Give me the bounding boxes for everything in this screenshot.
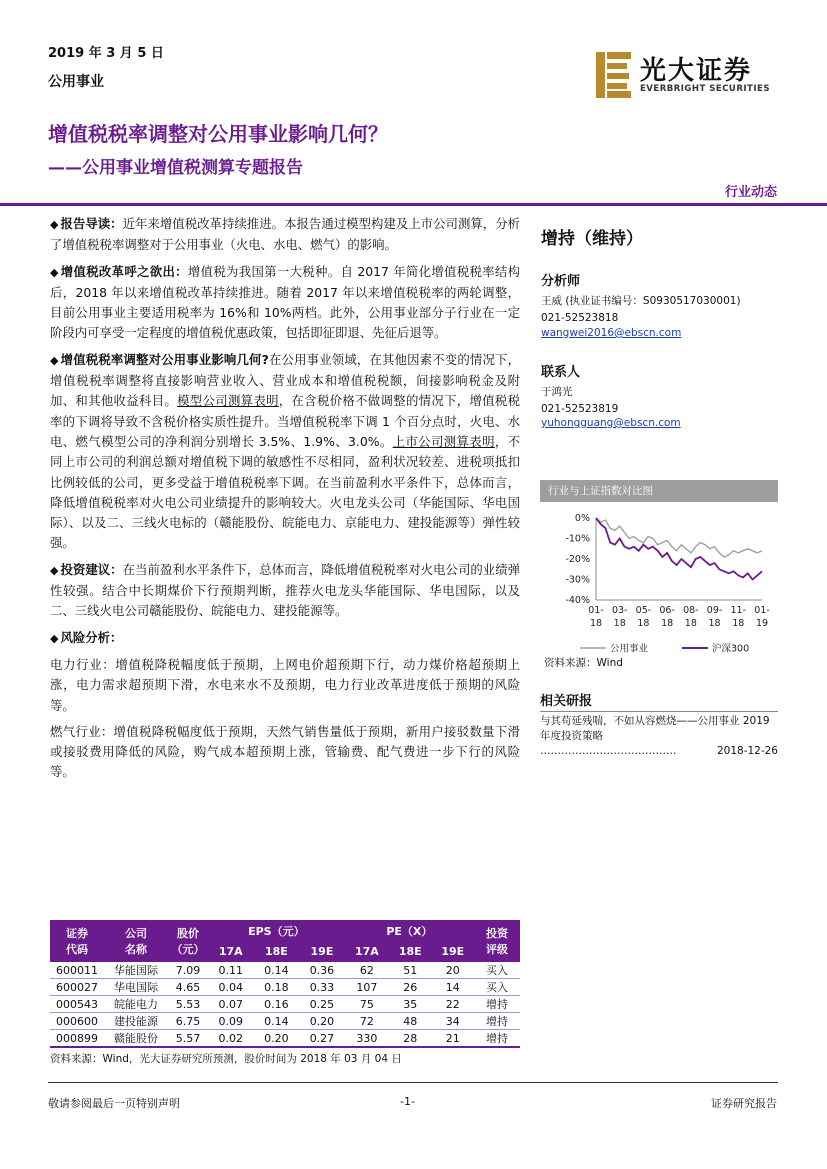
header-divider: [0, 203, 827, 206]
contact-phone: 021-52523819: [541, 403, 619, 415]
legend-label: 沪深300: [712, 643, 750, 655]
analyst-phone: 021-52523818: [541, 312, 619, 324]
table-header-row: [50, 920, 520, 941]
legend-label: 公用事业: [610, 643, 649, 655]
contact-heading: 联系人: [541, 365, 581, 380]
y-tick-label: -30%: [565, 574, 590, 586]
paragraph-impact: ◆ 增值税税率调整对公用事业影响几何?在公用事业领域，在其他因素不变的情况下，增值税税率调整将直接影响营业收入、营业成本和增值税税额，间接影响税金及附加、和其他收益科目。模型公司测算表明，在含税价格不做调整的情况下，增值税税率的下调将导致不含税价格实质性提升。当增值税税率下调 1 个百分点时，火电、水电、燃气模型公司的净利润分别增长 3.5%、1.9%、3.0%。上市公司测算表明，不同上市公司的利润总额对增值税下调的敏感性不尽相同，盈利状况较差、进税项抵扣比例较低的公司，更多受益于增值税税率下调。在当前盈利水平条件下，总体而言，降低增值税税率对火电公司业绩提升的影响较大。火电龙头公司（华能国际、华电国际）、以及二、三线火电标的（赣能股份、皖能电力、京能电力、建投能源等）弹性较强。: [50, 351, 521, 551]
paragraph-risk-gas: 燃气行业：增值税降税幅度低于预期，天然气销售量低于预期，新用户接驳数量下滑或接驳费用降低的风险，购气成本超预期上涨，管输费、配气费进一步下行的风险等。: [50, 723, 520, 780]
x-tick-label: 01-: [754, 605, 770, 616]
related-research: [540, 690, 778, 759]
diamond-bullet-icon: ◆: [50, 563, 59, 577]
sector-label: 公用事业: [48, 74, 104, 90]
x-tick-label: 11-: [730, 605, 747, 616]
x-tick-label: 18: [613, 618, 626, 629]
header-rating: 投资 评级: [474, 920, 520, 962]
table-row: 000899 赣能股份 5.57 0.02 0.20 0.27 330 28 21 增持: [50, 1030, 520, 1048]
x-tick-label: 18: [684, 618, 697, 629]
x-tick-label: 09-: [706, 605, 723, 616]
contact-email-link[interactable]: yuhongguang@ebscn.com: [541, 417, 681, 429]
y-tick-label: -40%: [565, 595, 590, 606]
footer-disclaimer: 敬请参阅最后一页特别声明: [48, 1097, 180, 1110]
y-tick-label: -20%: [565, 554, 590, 565]
investment-rating: 增持（维持）: [541, 229, 643, 249]
paragraph-vat-reform: ◆ 增值税改革呼之欲出：增值税为我国第一大税种。自 2017 年简化增值税税率结构后，2018 年以来增值税改革持续推进。随着 2017 年以来增值税税率的两轮调整，目前公用事业主要适用税率为 16%和 10%两档。此外，公用事业部分子行业在一定阶段内可享受一定程度的增值税优惠政策，包括即征即退、先征后退等。: [50, 263, 520, 341]
table-row: 600027 华电国际 4.65 0.04 0.18 0.33 107 26 14 买入: [50, 979, 520, 996]
x-tick-label: 19: [755, 618, 769, 629]
x-tick-label: 18: [708, 618, 721, 629]
chart-source: 资料来源：Wind: [544, 657, 623, 669]
header-price: 股价 （元）: [168, 920, 208, 962]
y-tick-label: -10%: [565, 533, 590, 545]
related-report-link[interactable]: 与其苟延残喘，不如从容燃烧——公用事业 2019 年度投资策略: [540, 715, 770, 742]
footer-report-type: 证券研究报告: [711, 1097, 777, 1110]
x-tick-label: 03-: [611, 605, 628, 616]
diamond-bullet-icon: ◆: [50, 265, 59, 279]
contact-name: 于鸿光: [541, 386, 573, 398]
table-row: 600011 华能国际 7.09 0.11 0.14 0.36 62 51 20 买入: [50, 962, 520, 979]
report-date: 2019 年 3 月 5 日: [48, 46, 164, 61]
x-tick-label: 18: [661, 618, 674, 629]
x-tick-label: 01-: [588, 605, 604, 616]
report-subtitle: ——公用事业增值税测算专题报告: [48, 158, 303, 178]
logo-english-name: EVERBRIGHT SECURITIES: [640, 84, 770, 94]
header-company: 公司 名称: [104, 920, 168, 962]
everbright-logo-icon: [594, 50, 634, 100]
related-date: 2018-12-26: [716, 745, 778, 757]
valuation-table-section: [50, 920, 520, 1066]
report-body: [50, 214, 520, 789]
x-tick-label: 06-: [659, 605, 675, 616]
analyst-name: 王威 (执业证书编号：S0930517030001): [541, 295, 741, 307]
table-subheader-row: 17A 18E 19E 17A 18E 19E: [50, 941, 520, 962]
document-type-label: 行业动态: [724, 185, 777, 200]
report-title: 增值税税率调整对公用事业影响几何？: [48, 122, 388, 146]
y-tick-label: 0%: [574, 513, 590, 524]
logo-chinese-name: 光大证券: [640, 56, 753, 86]
header-pe: PE（X）: [345, 920, 474, 941]
x-tick-label: 05-: [635, 605, 652, 616]
table-row: 000543 皖能电力 5.53 0.07 0.16 0.25 75 35 22 增持: [50, 996, 520, 1013]
company-logo: [594, 50, 774, 100]
valuation-table: [50, 920, 520, 1048]
chart-title: 行业与上证指数对比图: [540, 480, 778, 502]
x-tick-label: 18: [637, 618, 650, 629]
diamond-bullet-icon: ◆: [50, 353, 59, 367]
paragraph-investment-advice: ◆ 投资建议：在当前盈利水平条件下，总体而言，降低增值税税率对火电公司的业绩弹性较强。结合中长期煤价下行预期判断，推荐火电龙头华能国际、华电国际，以及二、三线火电公司赣能股份、皖能电力、建投能源等。: [50, 561, 521, 619]
page-number: -1-: [400, 1095, 415, 1108]
x-tick-label: 18: [589, 618, 603, 629]
analyst-heading: 分析师: [541, 274, 581, 289]
chart-plot: [540, 502, 778, 680]
index-comparison-chart: [540, 480, 778, 680]
series-line-utilities: [596, 518, 762, 557]
diamond-bullet-icon: ◆: [50, 218, 59, 231]
paragraph-intro: ◆ 报告导读：近年来增值税改革持续推进。本报告通过模型构建及上市公司测算，分析了增值税税率调整对于公用事业（火电、水电、燃气）的影响。: [50, 216, 521, 253]
header-eps: EPS（元）: [208, 920, 345, 941]
analyst-email-link[interactable]: wangwei2016@ebscn.com: [541, 327, 682, 339]
paragraph-risk-power: 电力行业：增值税降税幅度低于预期，上网电价超预期下行，动力煤价格超预期上涨，电力需求超预期下滑，水电来水不及预期，电力行业改革进度低于预期的风险等。: [50, 656, 520, 713]
table-row: 000600 建投能源 6.75 0.09 0.14 0.20 72 48 34 增持: [50, 1013, 520, 1030]
table-source: 资料来源：Wind，光大证券研究所预测，股价时间为 2018 年 03 月 04 日: [50, 1053, 402, 1065]
related-dots: …………………………………: [540, 745, 677, 757]
x-tick-label: 08-: [683, 605, 699, 616]
header-code: 证券 代码: [50, 920, 104, 962]
related-heading: 相关研报: [540, 694, 593, 709]
diamond-bullet-icon: ◆: [50, 631, 59, 645]
x-tick-label: 18: [732, 618, 745, 629]
paragraph-risk-head: ◆ 风险分析：: [50, 629, 123, 645]
footer-divider: [48, 1082, 778, 1083]
